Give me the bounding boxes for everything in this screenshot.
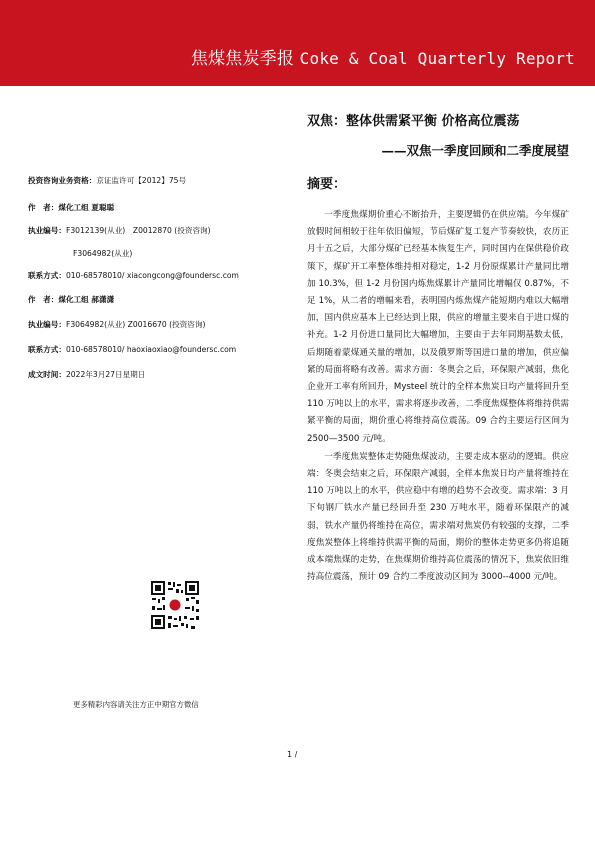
license1-label: 执业编号： [28,226,66,235]
license1b-value: F3064982(从业) [73,249,133,258]
report-title-cn: 焦煤焦炭季报 [190,49,295,69]
date-label: 成文时间： [28,370,66,379]
contact2-line [28,345,236,355]
contact1-label: 联系方式： [28,271,66,280]
license1b-line [73,249,132,259]
abstract-paragraph-2: 一季度焦炭整体走势随焦煤波动，主要走成本驱动的逻辑。供应端：冬奥会结束之后，环保限产减弱，全样本焦炭日均产量将维持在 110 万吨以上的水平，供应稳中有增的趋势不会改变。需求端：3 月下旬钢厂铁水产量已经回升至 230 万吨水平，随着环保限产的减弱，铁水产量仍将维持在高位，需求端对焦炭仍有较强的支撑，二季度焦炭整体上将维持供需平衡的局面，期价的整体走势更多仍将追随成本端焦煤的走势，在焦煤期价维持高位震荡的情况下，焦炭依旧维持高位震荡，预计 09 合约二季度波动区间为 3000--4000 元/吨。 [307,451,569,583]
qualification-value: 京证监许可【2012】75号 [96,176,187,185]
contact2-value: 010-68578010/ haoxiaoxiao@foundersc.com [65,345,237,354]
contact2-label: 联系方式： [28,345,66,354]
qualification-label: 投资咨询业务资格： [28,176,97,185]
article-subtitle: ——双焦一季度回顾和二季度展望 [381,143,569,158]
qualification-line [28,176,186,186]
license2-label: 执业编号： [28,320,66,329]
date-line [28,370,145,380]
page-number: 1 / [287,750,298,759]
license1-line [28,226,211,236]
article-title: 双焦：整体供需紧平衡 价格高位震荡 [307,114,520,129]
report-title [191,44,575,69]
contact1-line [28,271,239,281]
license2-value: F3064982(从业) Z0016670 (投资咨询) [65,320,206,329]
author2-line [28,295,114,305]
author1-label: 作 者： [28,203,59,212]
header-banner [0,0,595,86]
license1-value: F3012139(从业) Z0012870 (投资咨询) [65,226,211,235]
abstract-body [307,207,569,587]
abstract-heading: 摘要： [307,177,347,192]
abstract-paragraph-1: 一季度焦煤期价重心不断抬升，主要逻辑仍在供应端。今年煤矿放假时间相较于往年依旧偏短，节后煤矿复工复产节奏较快，农历正月十五之后，大部分煤矿已经基本恢复生产，同时国内在保供稳价政策下，煤矿开工率整体维持相对稳定，1-2 月份原煤累计产量同比增加 10.3%，但 1-2 月份国内炼焦煤累计产量同比增幅仅 0.87%，不足 1%，从二者的增幅来看，表明国内炼焦煤产能短期内难以大幅增加，国内供应基本上已经达到上限，供应的增量主要来自于进口煤的补充。1-2 月份进口量同比大幅增加，主要由于去年同期基数太低，后期随着蒙煤通关量的增加，以及俄罗斯等国进口量的增加，供应偏紧的局面将略有改善。需求方面：冬奥会之后，环保限产减弱，焦化企业开工率有所回升，Mysteel 统计的全样本焦炭日均产量将回升至 110 万吨以上的水平，需求将逐步改善，二季度焦煤整体将维持供需紧平衡的局面，期价重心将维持高位震荡。09 合约主要运行区间为 2500—3500 元/吨。 [307,210,569,444]
author2-label: 作 者： [28,295,59,304]
date-value: 2022年3月27日星期日 [65,370,146,379]
report-title-en: Coke & Coal Quarterly Report [299,49,575,68]
author1-value: 煤化工组 夏聪聪 [58,203,115,212]
author2-value: 煤化工组 郝潇潇 [58,295,115,304]
wechat-qr-code-icon [150,580,200,630]
author1-line [28,203,114,213]
contact1-value: 010-68578010/ xiacongcong@foundersc.com [65,271,239,280]
license2-line [28,320,205,330]
qr-caption: 更多精彩内容请关注方正中期官方微信 [73,700,199,709]
